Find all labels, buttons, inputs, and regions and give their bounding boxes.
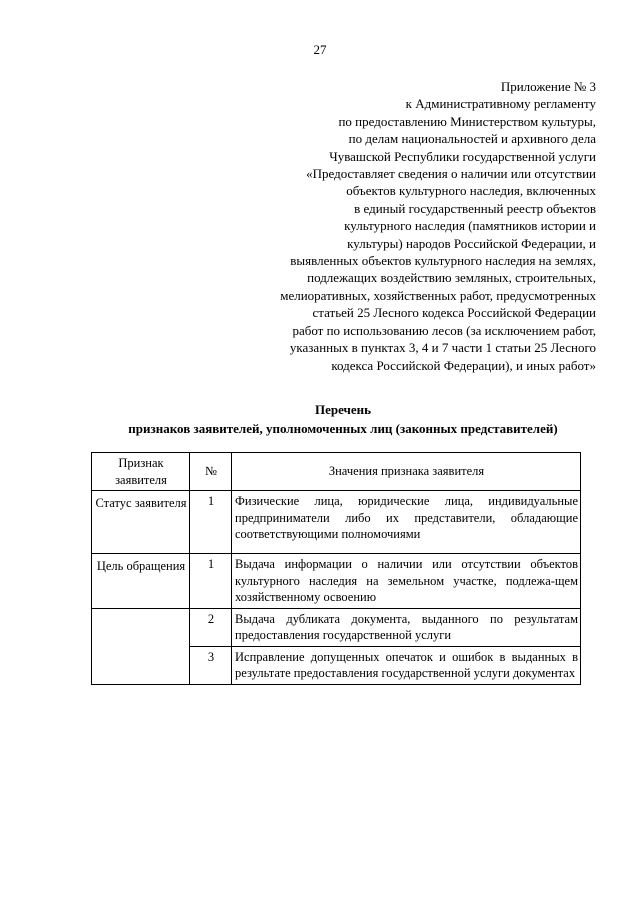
row-number: 1	[190, 491, 232, 554]
list-title-subheading: признаков заявителей, уполномоченных лиц (законных представителей)	[128, 421, 558, 436]
appendix-line: Приложение № 3	[500, 79, 596, 94]
list-title-heading: Перечень	[314, 402, 372, 417]
row-number: 1	[190, 554, 232, 609]
attribute-cell-continuation	[92, 608, 190, 646]
appendix-line: выявленных объектов культурного наследия на землях,	[290, 253, 596, 269]
attribute-cell-continuation	[92, 646, 190, 684]
appendix-line: к Административному регламенту	[405, 96, 596, 112]
appendix-line: мелиоративных, хозяйственных работ, предусмотренных	[280, 287, 596, 303]
appendix-line: объектов культурного наследия, включенных	[346, 183, 596, 199]
appendix-line: кодекса Российской Федерации), и иных работ»	[331, 357, 596, 373]
header-values: Значения признака заявителя	[232, 453, 581, 491]
appendix-line: Чувашской Республики государственной услуги	[329, 148, 596, 164]
table-header-row	[92, 453, 581, 491]
row-value: Выдача информации о наличии или отсутствии объектов культурного наследия на земельном участке, подлежа-щем хозяйственному освоению	[232, 554, 581, 609]
appendix-heading	[216, 78, 596, 374]
appendix-line: в единый государственный реестр объектов	[354, 200, 596, 216]
applicant-criteria-table	[91, 452, 581, 685]
attribute-cell	[92, 554, 190, 609]
table-row	[92, 646, 581, 684]
attribute-cell	[92, 491, 190, 554]
attribute-label: Цель обращения	[96, 559, 186, 573]
row-number: 3	[190, 646, 232, 684]
row-value: Выдача дубликата документа, выданного по результатам предоставления государственной услуги	[232, 608, 581, 646]
appendix-line: указанных в пунктах 3, 4 и 7 части 1 статьи 25 Лесного	[289, 340, 596, 356]
page-number: 27	[313, 42, 327, 57]
attribute-label: Статус заявителя	[95, 496, 187, 510]
table-row	[92, 608, 581, 646]
appendix-line: подлежащих воздействию земляных, строительных,	[307, 270, 596, 286]
row-value: Физические лица, юридические лица, индивидуальные предприниматели либо их представители, обладающие соответствующими полномочиями	[232, 491, 581, 554]
appendix-line: «Предоставляет сведения о наличии или отсутствии	[306, 166, 596, 182]
appendix-line: по делам национальностей и архивного дела	[348, 131, 596, 147]
row-value: Исправление допущенных опечаток и ошибок в выданных в результате предоставления государственной услуги документах	[232, 646, 581, 684]
header-number: №	[190, 453, 232, 491]
appendix-line: культурного наследия (памятников истории и	[344, 218, 596, 234]
table-row	[92, 491, 581, 554]
row-number: 2	[190, 608, 232, 646]
appendix-line: по предоставлению Министерством культуры,	[338, 113, 596, 129]
appendix-line: работ по использованию лесов (за исключением работ,	[292, 322, 596, 338]
appendix-line: культуры) народов Российской Федерации, и	[347, 235, 596, 251]
appendix-line: статьей 25 Лесного кодекса Российской Федерации	[312, 305, 596, 321]
table-row	[92, 554, 581, 609]
header-attribute: Признак заявителя	[92, 453, 190, 491]
list-title	[0, 400, 640, 438]
